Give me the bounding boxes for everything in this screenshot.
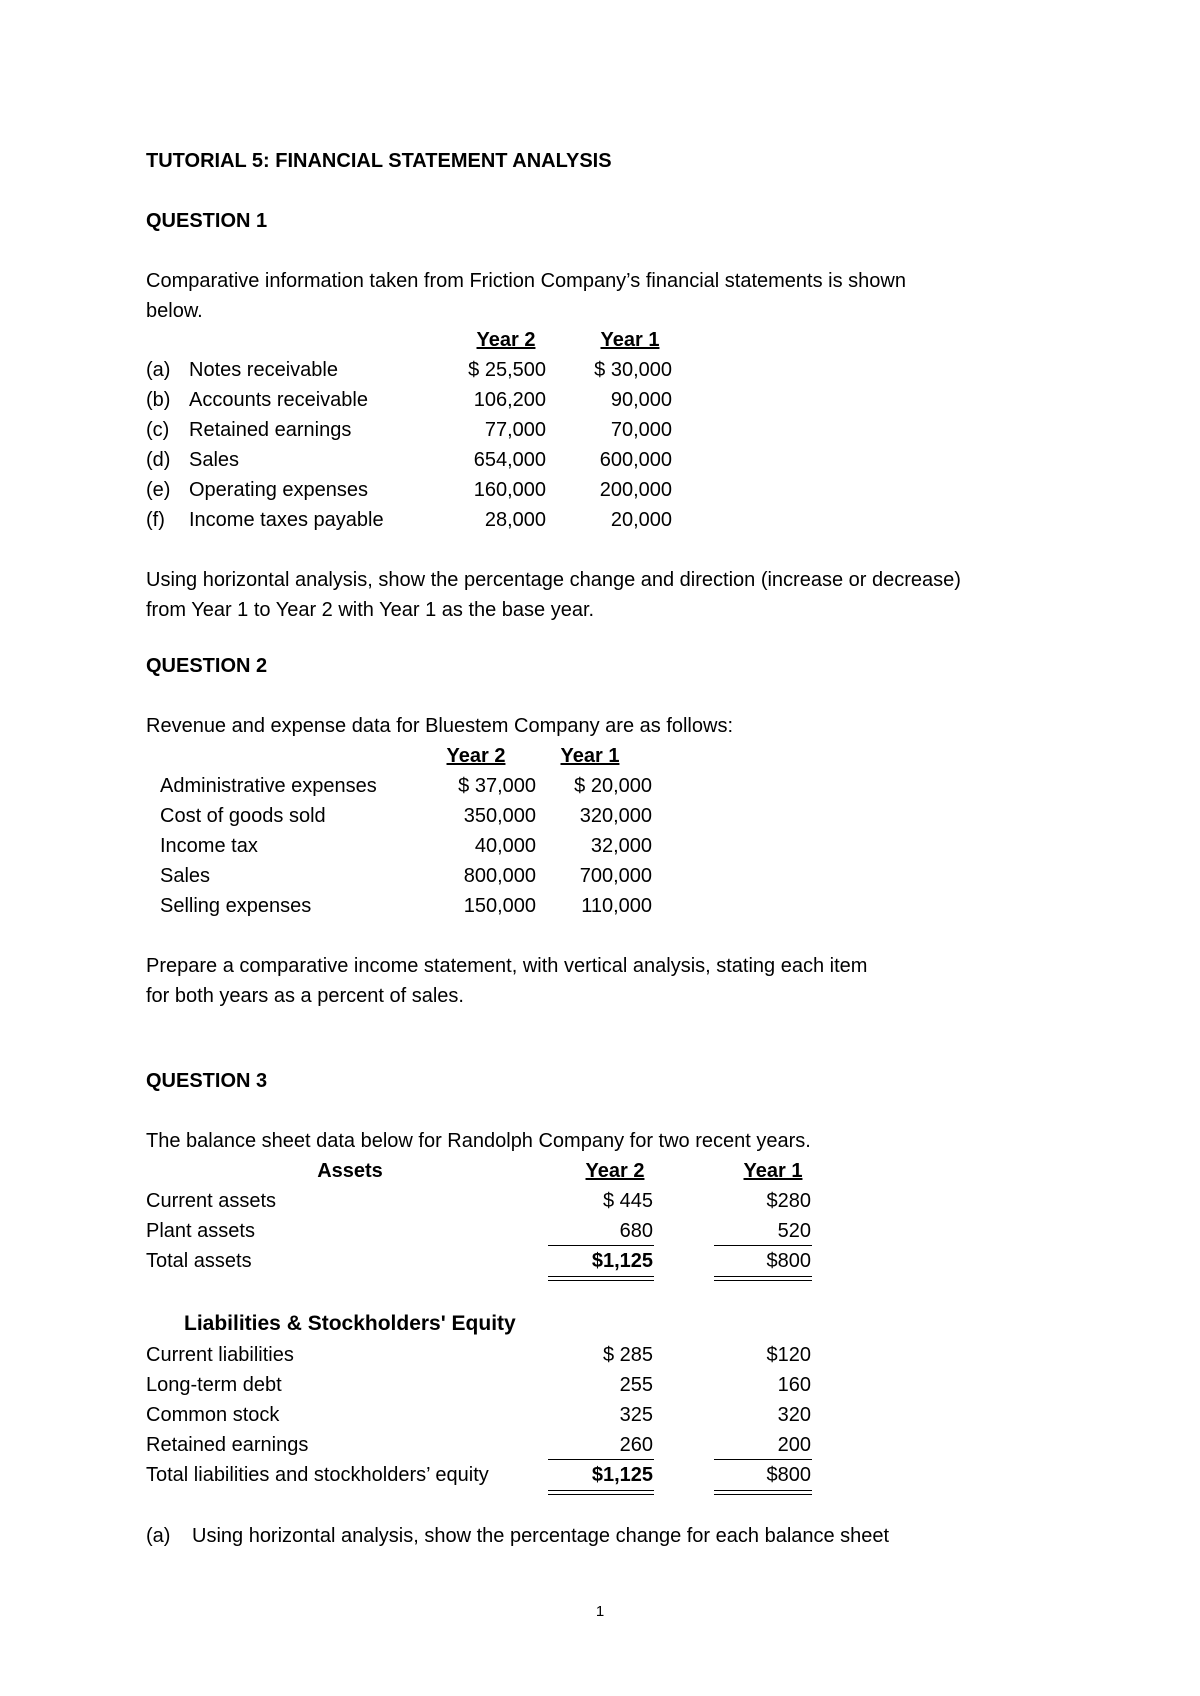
q3-assets-heading: Assets <box>317 1160 383 1182</box>
q3-total-liabilities-year2: $1,125 <box>591 1464 653 1486</box>
q1-instruction-line2: from Year 1 to Year 2 with Year 1 as the base year. <box>146 599 595 621</box>
subtotal-rule <box>548 1245 654 1246</box>
question-2-heading: QUESTION 2 <box>146 655 268 677</box>
q3-part-a-letter: (a) <box>146 1525 171 1547</box>
q1-row-letter: (c) <box>146 419 170 441</box>
q2-row-label: Administrative expenses <box>160 775 377 797</box>
q3-intro: The balance sheet data below for Randolph Company for two recent years. <box>146 1130 811 1152</box>
q3-col-year2: Year 2 <box>585 1160 645 1182</box>
q2-col-year1: Year 1 <box>560 745 620 767</box>
q2-row-year1: $ 20,000 <box>574 775 652 797</box>
q3-liability-year1: $120 <box>766 1344 811 1366</box>
q3-liability-year2: 325 <box>619 1404 653 1426</box>
q1-row-year1: 90,000 <box>610 389 672 411</box>
document-title: TUTORIAL 5: FINANCIAL STATEMENT ANALYSIS <box>146 150 612 172</box>
q1-row-letter: (f) <box>146 509 165 531</box>
q1-row-label: Notes receivable <box>189 359 338 381</box>
subtotal-rule <box>714 1245 812 1246</box>
q3-col-year1: Year 1 <box>743 1160 803 1182</box>
q3-total-assets-year2: $1,125 <box>591 1250 653 1272</box>
q2-row-label: Selling expenses <box>160 895 312 917</box>
q2-row-label: Cost of goods sold <box>160 805 326 827</box>
q1-row-year2: 77,000 <box>484 419 546 441</box>
q1-row-year2: $ 25,500 <box>468 359 546 381</box>
q1-row-label: Income taxes payable <box>189 509 384 531</box>
q3-liabilities-heading: Liabilities & Stockholders' Equity <box>184 1312 516 1335</box>
q3-asset-year1: 520 <box>777 1220 811 1242</box>
q3-liability-year1: 320 <box>777 1404 811 1426</box>
q3-liability-label: Current liabilities <box>146 1344 294 1366</box>
q3-liability-label: Long-term debt <box>146 1374 282 1396</box>
q1-row-letter: (e) <box>146 479 171 501</box>
q1-intro-line1: Comparative information taken from Friction Company’s financial statements is shown <box>146 270 906 292</box>
q2-row-year1: 320,000 <box>579 805 652 827</box>
subtotal-rule <box>548 1459 654 1460</box>
page-number: 1 <box>595 1603 605 1620</box>
q2-row-year1: 700,000 <box>579 865 652 887</box>
q2-instruction-line2: for both years as a percent of sales. <box>146 985 464 1007</box>
q3-asset-year2: 680 <box>619 1220 653 1242</box>
q1-intro-line2: below. <box>146 300 203 322</box>
q2-row-year2: 350,000 <box>463 805 536 827</box>
q2-row-year1: 32,000 <box>590 835 652 857</box>
q3-total-assets-label: Total assets <box>146 1250 252 1272</box>
q3-liability-year1: 160 <box>777 1374 811 1396</box>
q2-row-label: Sales <box>160 865 211 887</box>
q2-intro: Revenue and expense data for Bluestem Company are as follows: <box>146 715 734 737</box>
q1-col-year1: Year 1 <box>600 329 660 351</box>
q3-asset-year2: $ 445 <box>602 1190 653 1212</box>
q3-asset-year1: $280 <box>766 1190 811 1212</box>
q1-row-year2: 160,000 <box>473 479 546 501</box>
total-double-rule <box>714 1490 812 1495</box>
q2-row-label: Income tax <box>160 835 258 857</box>
q1-row-label: Retained earnings <box>189 419 352 441</box>
q3-asset-label: Current assets <box>146 1190 277 1212</box>
q3-liability-label: Common stock <box>146 1404 280 1426</box>
total-double-rule <box>548 1490 654 1495</box>
q1-row-letter: (a) <box>146 359 171 381</box>
q3-liability-year2: 260 <box>619 1434 653 1456</box>
q2-instruction-line1: Prepare a comparative income statement, with vertical analysis, stating each item <box>146 955 868 977</box>
q1-col-year2: Year 2 <box>476 329 536 351</box>
q3-liability-year2: 255 <box>619 1374 653 1396</box>
q1-row-year2: 654,000 <box>473 449 546 471</box>
q1-row-year1: 20,000 <box>610 509 672 531</box>
q3-total-assets-year1: $800 <box>766 1250 811 1272</box>
q3-liability-year1: 200 <box>777 1434 811 1456</box>
q3-liability-label: Retained earnings <box>146 1434 309 1456</box>
question-3-heading: QUESTION 3 <box>146 1070 268 1092</box>
q1-row-year2: 28,000 <box>484 509 546 531</box>
q2-row-year2: $ 37,000 <box>458 775 536 797</box>
q3-asset-label: Plant assets <box>146 1220 255 1242</box>
q1-row-year1: 600,000 <box>599 449 672 471</box>
q1-instruction-line1: Using horizontal analysis, show the percentage change and direction (increase or decrease) <box>146 569 961 591</box>
q1-row-year2: 106,200 <box>473 389 546 411</box>
q2-row-year2: 800,000 <box>463 865 536 887</box>
q3-total-liabilities-label: Total liabilities and stockholders’ equity <box>146 1464 489 1486</box>
q1-row-label: Accounts receivable <box>189 389 368 411</box>
q1-row-year1: 200,000 <box>599 479 672 501</box>
q1-row-label: Sales <box>189 449 240 471</box>
total-double-rule <box>548 1276 654 1281</box>
q2-row-year1: 110,000 <box>581 895 652 917</box>
q2-col-year2: Year 2 <box>446 745 506 767</box>
q3-total-liabilities-year1: $800 <box>766 1464 811 1486</box>
subtotal-rule <box>714 1459 812 1460</box>
q1-row-year1: $ 30,000 <box>594 359 672 381</box>
q1-row-year1: 70,000 <box>610 419 672 441</box>
total-double-rule <box>714 1276 812 1281</box>
q1-row-label: Operating expenses <box>189 479 369 501</box>
q1-row-letter: (d) <box>146 449 171 471</box>
q2-row-year2: 150,000 <box>463 895 536 917</box>
q2-row-year2: 40,000 <box>474 835 536 857</box>
q1-row-letter: (b) <box>146 389 171 411</box>
question-1-heading: QUESTION 1 <box>146 210 268 232</box>
q3-part-a-text: Using horizontal analysis, show the percentage change for each balance sheet <box>192 1525 890 1547</box>
q3-liability-year2: $ 285 <box>602 1344 653 1366</box>
